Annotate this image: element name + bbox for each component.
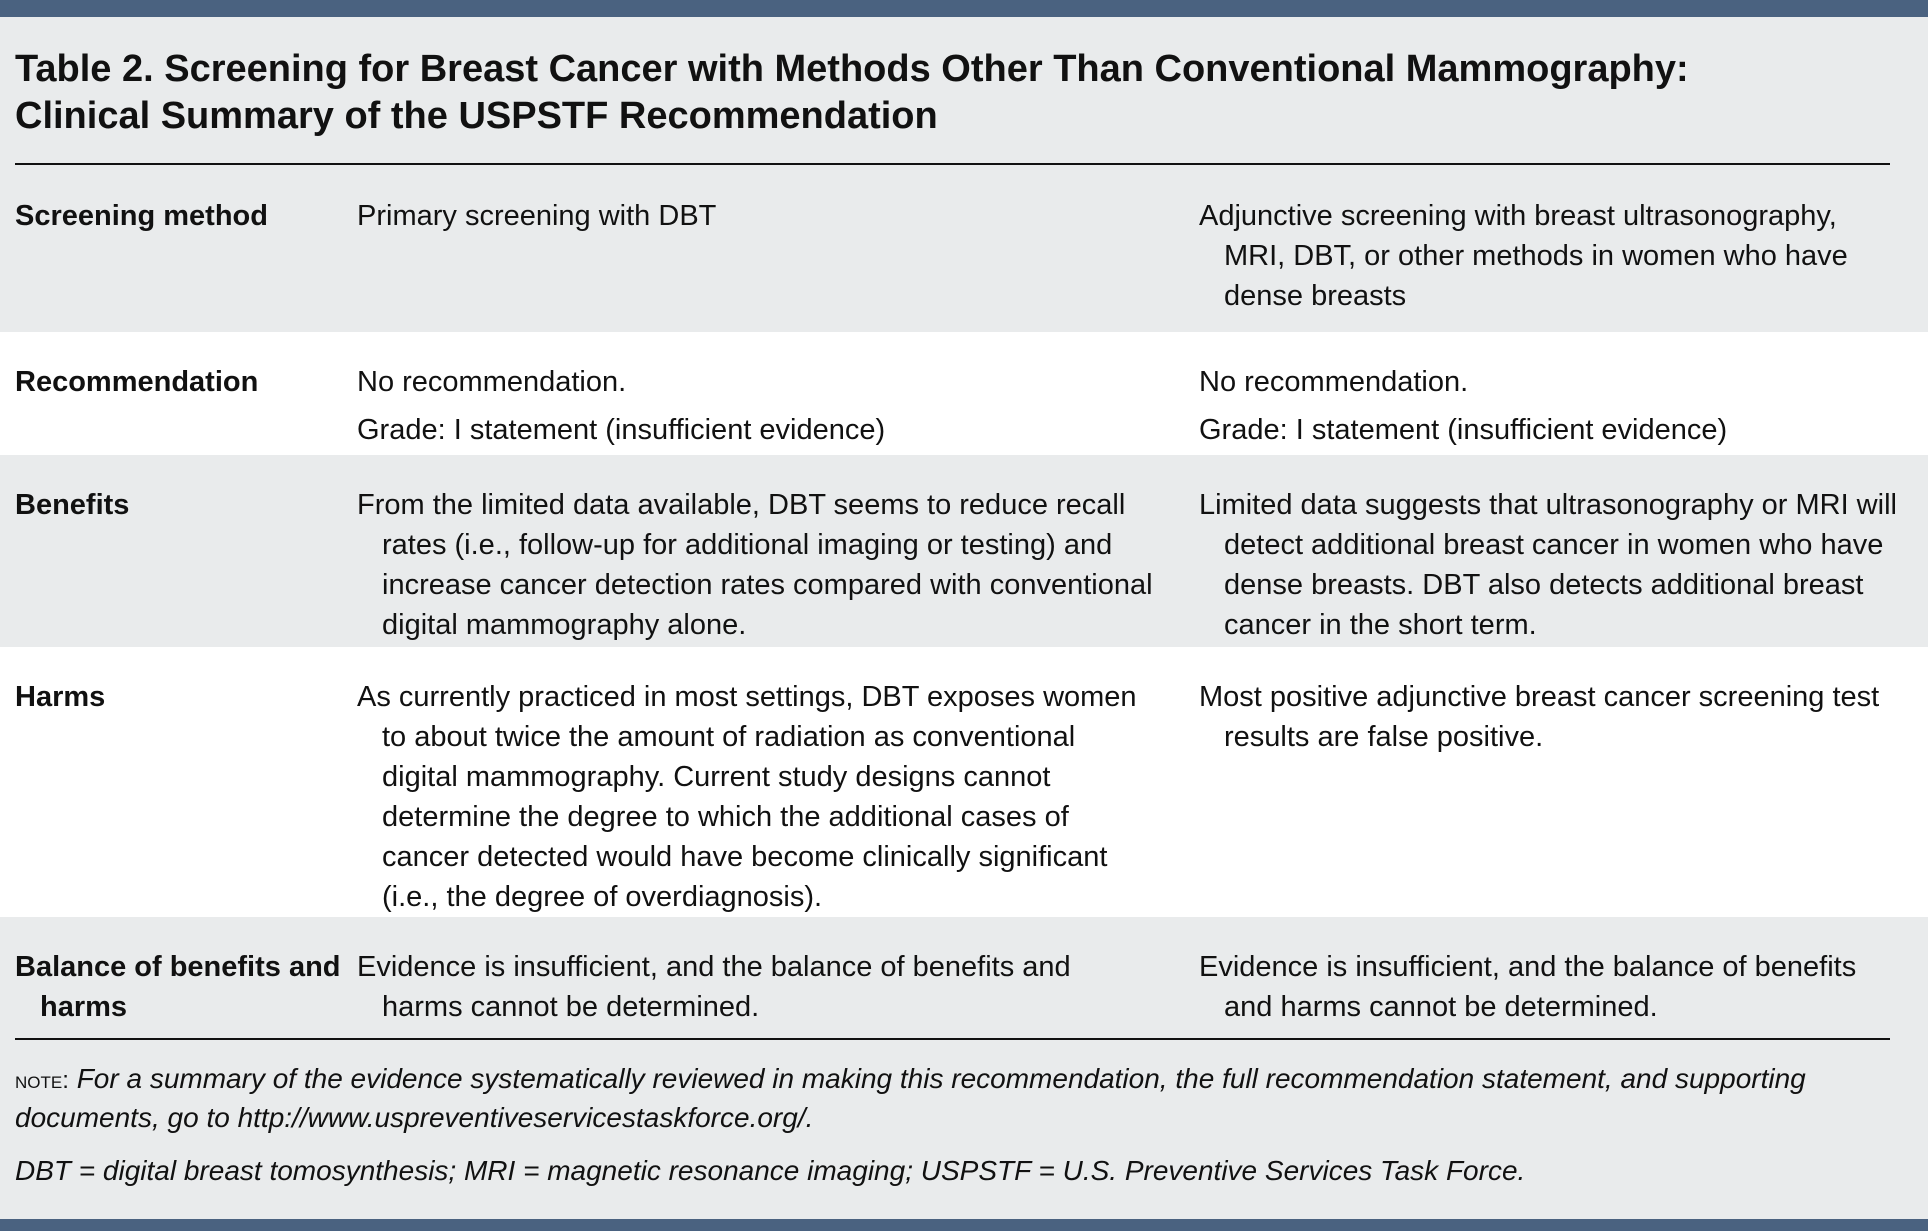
adjunctive-cell bbox=[1199, 485, 1899, 645]
dbt-cell bbox=[357, 947, 1157, 1027]
cell-text: From the limited data available, DBT seems to reduce recall rates (i.e., follow-up for additional imaging or testing) and increase cancer detection rates compared with conventional digital mammography alone. bbox=[357, 489, 1153, 641]
adjunctive-cell bbox=[1199, 362, 1899, 450]
title-line-2: Clinical Summary of the USPSTF Recommendation bbox=[15, 95, 938, 137]
row-label: Benefits bbox=[15, 489, 130, 521]
dbt-cell bbox=[357, 485, 1157, 645]
cell-text: Evidence is insufficient, and the balance of benefits and harms cannot be determined. bbox=[357, 951, 1071, 1023]
top-rule bbox=[15, 163, 1890, 165]
table-row bbox=[0, 166, 1928, 332]
cell-text: No recommendation. bbox=[1199, 366, 1469, 398]
row-label: Recommendation bbox=[15, 366, 259, 398]
adjunctive-cell bbox=[1199, 677, 1899, 757]
title-line-1: Table 2. Screening for Breast Cancer with Methods Other Than Conventional Mammography: bbox=[15, 48, 1689, 90]
adjunctive-cell bbox=[1199, 196, 1899, 316]
cell-text: Primary screening with DBT bbox=[357, 200, 717, 232]
note-text: For a summary of the evidence systematically reviewed in making this recommendation, the full recommendation statement, and supporting documents, go to http://www.uspreventiveservicestaskforce.org/. bbox=[15, 1063, 1806, 1133]
dbt-cell bbox=[357, 362, 1157, 450]
adjunctive-cell bbox=[1199, 947, 1899, 1027]
cell-text: Most positive adjunctive breast cancer screening test results are false positive. bbox=[1199, 681, 1880, 753]
table-row bbox=[0, 917, 1928, 1037]
top-bar bbox=[0, 0, 1928, 17]
cell-text: Evidence is insufficient, and the balance of benefits and harms cannot be determined. bbox=[1199, 951, 1857, 1023]
bottom-rule bbox=[15, 1038, 1890, 1040]
row-label: Harms bbox=[15, 681, 106, 713]
row-label: Screening method bbox=[15, 200, 268, 232]
note-label: note: bbox=[15, 1067, 69, 1094]
dbt-cell bbox=[357, 677, 1157, 917]
cell-text: Adjunctive screening with breast ultrasonography, MRI, DBT, or other methods in women who have dense breasts bbox=[1199, 200, 1848, 312]
table-row bbox=[0, 455, 1928, 647]
row-label: Balance of benefits and harms bbox=[15, 951, 341, 1023]
cell-text: Limited data suggests that ultrasonography or MRI will detect additional breast cancer in women who have dense breasts. DBT also detects additional breast cancer in the short term. bbox=[1199, 489, 1897, 641]
table-row bbox=[0, 332, 1928, 455]
note bbox=[15, 1060, 1895, 1136]
table-notes bbox=[15, 1060, 1895, 1205]
table-row bbox=[0, 647, 1928, 917]
table-title bbox=[15, 46, 1895, 140]
cell-text: Grade: I statement (insufficient evidence) bbox=[1199, 414, 1728, 446]
dbt-cell bbox=[357, 196, 1157, 236]
bottom-bar bbox=[0, 1219, 1928, 1231]
cell-text: Grade: I statement (insufficient evidence) bbox=[357, 414, 886, 446]
abbreviations: DBT = digital breast tomosynthesis; MRI = magnetic resonance imaging; USPSTF = U.S. Preventive Services Task Force. bbox=[15, 1155, 1526, 1186]
cell-text: No recommendation. bbox=[357, 366, 627, 398]
cell-text: As currently practiced in most settings, DBT exposes women to about twice the amount of radiation as conventional digital mammography. Current study designs cannot determine the degree to which the additional cases of cancer detected would have become clinically significant (i.e., the degree of overdiagnosis). bbox=[357, 681, 1137, 913]
